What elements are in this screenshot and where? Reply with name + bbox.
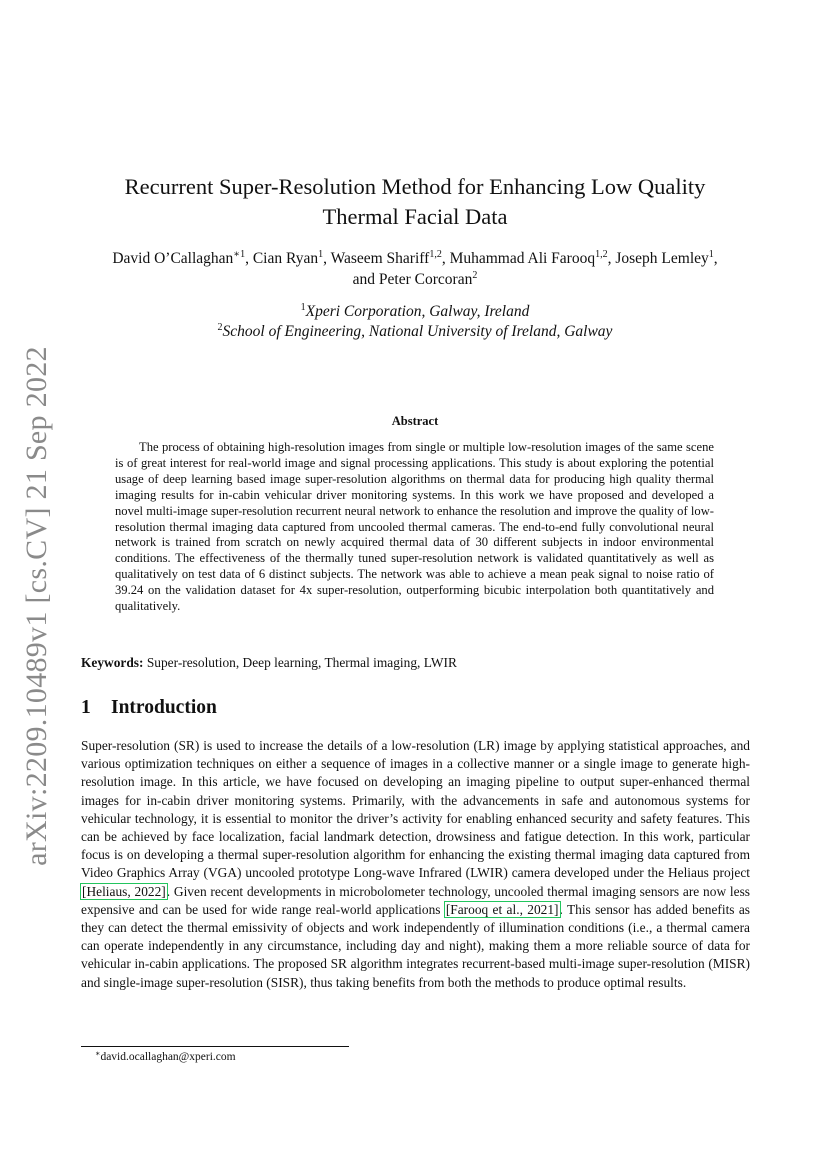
- author-separator: ,: [323, 250, 331, 267]
- author-marks: 2: [472, 270, 478, 281]
- author-marks: ∗1: [233, 249, 246, 260]
- citation-link-farooq[interactable]: [Farooq et al., 2021]: [445, 901, 559, 917]
- affiliation-mark: 2: [217, 322, 223, 333]
- keywords-text: Super-resolution, Deep learning, Thermal imaging, LWIR: [146, 655, 457, 670]
- affiliation-text: Xperi Corporation, Galway, Ireland: [305, 303, 530, 320]
- affiliation-mark: 1: [300, 302, 306, 313]
- keywords: [81, 654, 751, 672]
- author-list: [80, 248, 750, 290]
- intro-text-part-1: Super-resolution (SR) is used to increase the details of a low-resolution (LR) image by applying statistical approaches, and various optimization techniques on either a sequence of images in a collective manner or a single image to generate high-resolution image. In this article, we have focused on developing an imaging pipeline to output super-enhanced thermal images for in-cabin driver monitoring systems. Primarily, with the advancements in safe and autonomous systems for vehicular technology, it is essential to monitor the driver’s activity for enabling enhanced security and safety features. This can be achieved by face localization, facial landmark detection, drowsiness and fatigue detection. In this work, particular focus is on developing a thermal super-resolution algorithm for enhancing the existing thermal imaging data captured from Video Graphics Array (VGA) uncooled prototype Long-wave Infrared (LWIR) camera developed under the Heliaus project: [81, 738, 750, 881]
- author-marks: 1: [318, 249, 324, 260]
- author-separator: ,: [441, 250, 450, 267]
- author-marks: 1,2: [429, 249, 442, 260]
- author-name: Joseph Lemley: [615, 250, 709, 267]
- author-name: Muhammad Ali Farooq: [449, 250, 596, 267]
- author-name: Waseem Shariff: [330, 250, 430, 267]
- arxiv-identifier-stamp: [10, 346, 64, 866]
- intro-text-part-2: . Given recent developments in microbolometer technology, uncooled thermal imaging sensors are now less expensive and can be used for wide range real-world applications: [81, 883, 750, 917]
- introduction-paragraph: [81, 737, 750, 992]
- author-marks: 1: [708, 249, 714, 260]
- author-name: Cian Ryan: [252, 250, 319, 267]
- section-number: 1: [81, 697, 91, 718]
- title-line-1: Recurrent Super-Resolution Method for Enhancing Low Quality: [124, 174, 706, 199]
- author-separator: ,: [713, 250, 718, 267]
- affiliation-line: [80, 302, 750, 322]
- intro-text-part-3: . This sensor has added benefits as they can detect the thermal emissivity of objects and work independently of illumination conditions (i.e., a thermal camera can operate independently in any circumstance, including day and night), making them a more reliable source of data for vehicular in-cabin applications. The proposed SR algorithm integrates recurrent-based multi-image super-resolution (MISR) and single-image super-resolution (SISR), thus taking benefits from both the methods to produce optimal results.: [81, 901, 750, 990]
- paper-title: [80, 172, 750, 232]
- abstract-body: The process of obtaining high-resolution images from single or multiple low-resolution images of the same scene is of great interest for real-world image and signal processing applications. This study is about exploring the potential usage of deep learning based image super-resolution algorithms on thermal data for producing high quality thermal imaging results for in-cabin vehicular driver monitoring systems. In this work we have proposed and developed a novel multi-image super-resolution recurrent neural network to enhance the resolution and improve the quality of low-resolution thermal imaging data captured from uncooled thermal cameras. The end-to-end fully convolutional neural network is trained from scratch on newly acquired thermal data of 30 different subjects in indoor environmental conditions. The effectiveness of the thermally tuned super-resolution network is validated quantitatively as well as qualitatively on test data of 6 distinct subjects. The network was able to achieve a mean peak signal to noise ratio of 39.24 on the validation dataset for 4x super-resolution, outperforming bicubic interpolation both quantitatively and qualitatively.: [115, 440, 714, 614]
- footnote-divider: [81, 1046, 349, 1047]
- author-name: David O’Callaghan: [112, 250, 234, 267]
- affiliation-text: School of Engineering, National University of Ireland, Galway: [222, 323, 613, 340]
- affiliation-line: [80, 322, 750, 342]
- abstract-heading: Abstract: [391, 414, 439, 428]
- affiliation-list: [80, 302, 750, 342]
- author-separator: ,: [245, 250, 253, 267]
- author-name: and Peter Corcoran: [352, 271, 473, 288]
- footnote-mark: ∗: [95, 1049, 101, 1058]
- footnote: [95, 1050, 236, 1064]
- section-title: Introduction: [111, 697, 217, 718]
- author-separator: ,: [607, 250, 616, 267]
- keywords-label: Keywords:: [81, 655, 144, 670]
- citation-link-heliaus[interactable]: [Heliaus, 2022]: [82, 883, 166, 899]
- arxiv-identifier-text: arXiv:2209.10489v1 [cs.CV] 21 Sep 2022: [20, 346, 53, 866]
- title-line-2: Thermal Facial Data: [322, 204, 508, 229]
- section-heading-introduction: [81, 697, 217, 719]
- author-marks: 1,2: [595, 249, 608, 260]
- footnote-email: david.ocallaghan@xperi.com: [100, 1051, 236, 1063]
